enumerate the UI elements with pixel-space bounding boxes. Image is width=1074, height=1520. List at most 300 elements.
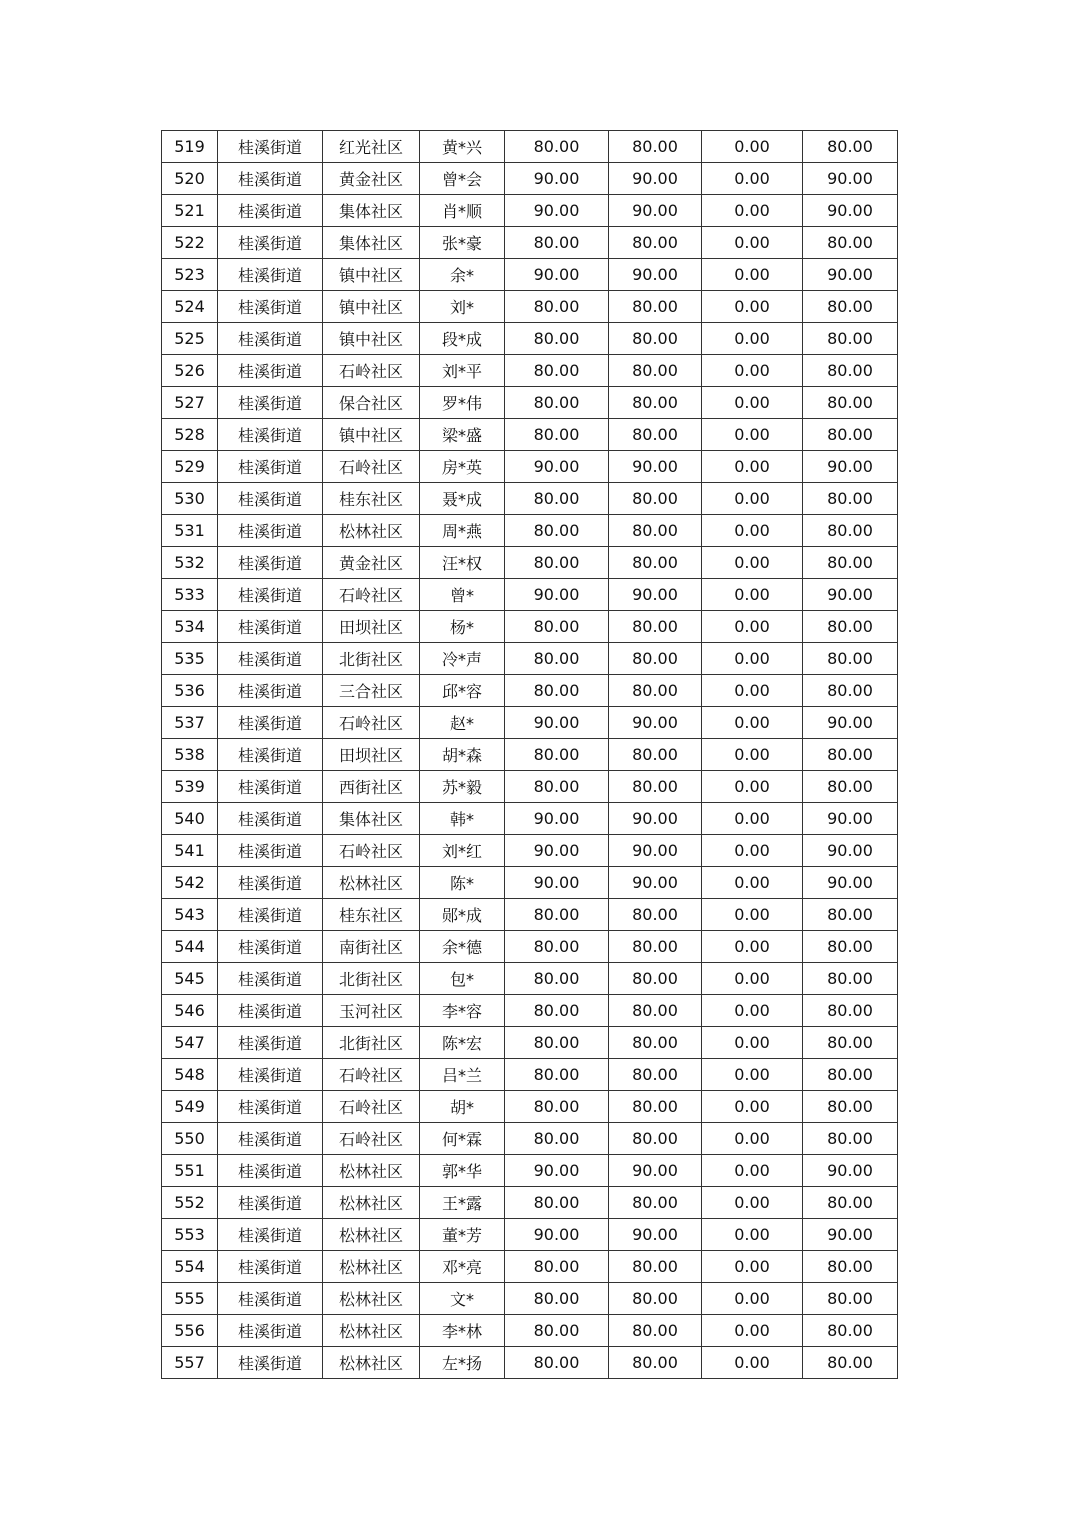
street-cell: 桂溪街道 [218, 675, 323, 707]
street-cell: 桂溪街道 [218, 355, 323, 387]
street-cell: 桂溪街道 [218, 707, 323, 739]
row-number-cell: 525 [162, 323, 218, 355]
row-number-cell: 543 [162, 899, 218, 931]
row-number-cell: 556 [162, 1315, 218, 1347]
community-cell: 松林社区 [323, 1347, 420, 1379]
amount-cell-total: 80.00 [803, 419, 898, 451]
street-cell: 桂溪街道 [218, 1251, 323, 1283]
amount-cell-2: 80.00 [609, 483, 702, 515]
street-cell: 桂溪街道 [218, 803, 323, 835]
name-cell: 韩* [420, 803, 505, 835]
name-cell: 刘*平 [420, 355, 505, 387]
amount-cell-3: 0.00 [702, 707, 803, 739]
name-cell: 曾*会 [420, 163, 505, 195]
amount-cell-2: 80.00 [609, 675, 702, 707]
row-number-cell: 528 [162, 419, 218, 451]
table-row [162, 1027, 898, 1059]
amount-cell-3: 0.00 [702, 835, 803, 867]
amount-cell-3: 0.00 [702, 163, 803, 195]
table-row [162, 579, 898, 611]
community-cell: 黄金社区 [323, 547, 420, 579]
amount-cell-1: 90.00 [505, 579, 609, 611]
table-row [162, 931, 898, 963]
community-cell: 田坝社区 [323, 611, 420, 643]
amount-cell-1: 90.00 [505, 451, 609, 483]
amount-cell-3: 0.00 [702, 419, 803, 451]
row-number-cell: 522 [162, 227, 218, 259]
street-cell: 桂溪街道 [218, 451, 323, 483]
row-number-cell: 545 [162, 963, 218, 995]
street-cell: 桂溪街道 [218, 643, 323, 675]
community-cell: 镇中社区 [323, 291, 420, 323]
amount-cell-total: 80.00 [803, 675, 898, 707]
name-cell: 文* [420, 1283, 505, 1315]
amount-cell-total: 80.00 [803, 1027, 898, 1059]
amount-cell-3: 0.00 [702, 963, 803, 995]
amount-cell-total: 90.00 [803, 1219, 898, 1251]
name-cell: 胡* [420, 1091, 505, 1123]
table-row [162, 227, 898, 259]
amount-cell-3: 0.00 [702, 643, 803, 675]
name-cell: 李*容 [420, 995, 505, 1027]
street-cell: 桂溪街道 [218, 1187, 323, 1219]
community-cell: 集体社区 [323, 227, 420, 259]
street-cell: 桂溪街道 [218, 899, 323, 931]
amount-cell-total: 80.00 [803, 1283, 898, 1315]
street-cell: 桂溪街道 [218, 867, 323, 899]
amount-cell-3: 0.00 [702, 259, 803, 291]
name-cell: 李*林 [420, 1315, 505, 1347]
community-cell: 松林社区 [323, 1283, 420, 1315]
amount-cell-total: 80.00 [803, 1091, 898, 1123]
amount-cell-2: 80.00 [609, 1347, 702, 1379]
table-row [162, 1347, 898, 1379]
community-cell: 松林社区 [323, 1315, 420, 1347]
row-number-cell: 536 [162, 675, 218, 707]
name-cell: 曾* [420, 579, 505, 611]
community-cell: 保合社区 [323, 387, 420, 419]
table-row [162, 355, 898, 387]
amount-cell-2: 80.00 [609, 771, 702, 803]
community-cell: 北街社区 [323, 643, 420, 675]
community-cell: 石岭社区 [323, 707, 420, 739]
amount-cell-total: 80.00 [803, 1187, 898, 1219]
row-number-cell: 532 [162, 547, 218, 579]
amount-cell-total: 80.00 [803, 931, 898, 963]
row-number-cell: 557 [162, 1347, 218, 1379]
street-cell: 桂溪街道 [218, 1315, 323, 1347]
amount-cell-total: 80.00 [803, 323, 898, 355]
amount-cell-3: 0.00 [702, 1283, 803, 1315]
street-cell: 桂溪街道 [218, 483, 323, 515]
amount-cell-3: 0.00 [702, 1155, 803, 1187]
name-cell: 余* [420, 259, 505, 291]
amount-cell-1: 80.00 [505, 1059, 609, 1091]
name-cell: 汪*权 [420, 547, 505, 579]
street-cell: 桂溪街道 [218, 1091, 323, 1123]
row-number-cell: 535 [162, 643, 218, 675]
amount-cell-3: 0.00 [702, 1315, 803, 1347]
amount-cell-2: 80.00 [609, 611, 702, 643]
amount-cell-2: 90.00 [609, 1219, 702, 1251]
table-row [162, 547, 898, 579]
table-row [162, 1187, 898, 1219]
amount-cell-3: 0.00 [702, 899, 803, 931]
amount-cell-3: 0.00 [702, 323, 803, 355]
amount-cell-2: 80.00 [609, 1027, 702, 1059]
amount-cell-2: 80.00 [609, 643, 702, 675]
table-row [162, 1091, 898, 1123]
amount-cell-1: 80.00 [505, 611, 609, 643]
row-number-cell: 526 [162, 355, 218, 387]
table-row [162, 419, 898, 451]
table-row [162, 483, 898, 515]
street-cell: 桂溪街道 [218, 1059, 323, 1091]
row-number-cell: 534 [162, 611, 218, 643]
amount-cell-2: 80.00 [609, 1059, 702, 1091]
row-number-cell: 555 [162, 1283, 218, 1315]
amount-cell-total: 80.00 [803, 483, 898, 515]
amount-cell-1: 90.00 [505, 195, 609, 227]
amount-cell-2: 80.00 [609, 1283, 702, 1315]
table-row [162, 739, 898, 771]
amount-cell-2: 80.00 [609, 1315, 702, 1347]
row-number-cell: 539 [162, 771, 218, 803]
amount-cell-3: 0.00 [702, 1251, 803, 1283]
street-cell: 桂溪街道 [218, 291, 323, 323]
amount-cell-3: 0.00 [702, 547, 803, 579]
row-number-cell: 529 [162, 451, 218, 483]
row-number-cell: 521 [162, 195, 218, 227]
street-cell: 桂溪街道 [218, 323, 323, 355]
street-cell: 桂溪街道 [218, 611, 323, 643]
row-number-cell: 533 [162, 579, 218, 611]
amount-cell-1: 90.00 [505, 259, 609, 291]
table-row [162, 643, 898, 675]
name-cell: 胡*森 [420, 739, 505, 771]
row-number-cell: 551 [162, 1155, 218, 1187]
amount-cell-1: 80.00 [505, 739, 609, 771]
row-number-cell: 523 [162, 259, 218, 291]
community-cell: 镇中社区 [323, 419, 420, 451]
amount-cell-total: 90.00 [803, 1155, 898, 1187]
amount-cell-total: 80.00 [803, 963, 898, 995]
amount-cell-3: 0.00 [702, 131, 803, 163]
amount-cell-2: 90.00 [609, 195, 702, 227]
amount-cell-2: 80.00 [609, 547, 702, 579]
amount-cell-total: 80.00 [803, 227, 898, 259]
street-cell: 桂溪街道 [218, 995, 323, 1027]
table-row [162, 803, 898, 835]
amount-cell-1: 90.00 [505, 867, 609, 899]
street-cell: 桂溪街道 [218, 195, 323, 227]
table-row [162, 515, 898, 547]
row-number-cell: 540 [162, 803, 218, 835]
amount-cell-total: 90.00 [803, 803, 898, 835]
row-number-cell: 546 [162, 995, 218, 1027]
amount-cell-1: 80.00 [505, 675, 609, 707]
name-cell: 冷*声 [420, 643, 505, 675]
amount-cell-total: 80.00 [803, 611, 898, 643]
community-cell: 镇中社区 [323, 259, 420, 291]
amount-cell-1: 80.00 [505, 1251, 609, 1283]
amount-cell-total: 80.00 [803, 355, 898, 387]
amount-cell-total: 80.00 [803, 1123, 898, 1155]
amount-cell-3: 0.00 [702, 1187, 803, 1219]
row-number-cell: 547 [162, 1027, 218, 1059]
name-cell: 陈* [420, 867, 505, 899]
table-row [162, 291, 898, 323]
community-cell: 红光社区 [323, 131, 420, 163]
amount-cell-2: 80.00 [609, 739, 702, 771]
amount-cell-total: 80.00 [803, 131, 898, 163]
amount-cell-2: 80.00 [609, 963, 702, 995]
amount-cell-2: 90.00 [609, 1155, 702, 1187]
amount-cell-2: 90.00 [609, 803, 702, 835]
amount-cell-3: 0.00 [702, 291, 803, 323]
name-cell: 吕*兰 [420, 1059, 505, 1091]
row-number-cell: 530 [162, 483, 218, 515]
row-number-cell: 524 [162, 291, 218, 323]
amount-cell-total: 90.00 [803, 579, 898, 611]
street-cell: 桂溪街道 [218, 931, 323, 963]
community-cell: 集体社区 [323, 803, 420, 835]
community-cell: 桂东社区 [323, 483, 420, 515]
amount-cell-3: 0.00 [702, 611, 803, 643]
street-cell: 桂溪街道 [218, 579, 323, 611]
amount-cell-1: 80.00 [505, 771, 609, 803]
table-row [162, 1219, 898, 1251]
amount-cell-2: 80.00 [609, 227, 702, 259]
amount-cell-1: 80.00 [505, 1123, 609, 1155]
community-cell: 石岭社区 [323, 1059, 420, 1091]
row-number-cell: 550 [162, 1123, 218, 1155]
amount-cell-2: 80.00 [609, 899, 702, 931]
name-cell: 梁*盛 [420, 419, 505, 451]
amount-cell-3: 0.00 [702, 771, 803, 803]
table-row [162, 163, 898, 195]
amount-cell-2: 90.00 [609, 163, 702, 195]
name-cell: 邱*容 [420, 675, 505, 707]
table-row [162, 611, 898, 643]
row-number-cell: 541 [162, 835, 218, 867]
amount-cell-total: 80.00 [803, 739, 898, 771]
name-cell: 刘*红 [420, 835, 505, 867]
street-cell: 桂溪街道 [218, 1123, 323, 1155]
table-row [162, 131, 898, 163]
amount-cell-3: 0.00 [702, 739, 803, 771]
amount-cell-2: 80.00 [609, 931, 702, 963]
amount-cell-3: 0.00 [702, 1219, 803, 1251]
name-cell: 杨* [420, 611, 505, 643]
amount-cell-1: 80.00 [505, 419, 609, 451]
amount-cell-1: 90.00 [505, 707, 609, 739]
table-row [162, 195, 898, 227]
name-cell: 罗*伟 [420, 387, 505, 419]
amount-cell-3: 0.00 [702, 515, 803, 547]
amount-cell-total: 90.00 [803, 835, 898, 867]
name-cell: 张*豪 [420, 227, 505, 259]
amount-cell-1: 80.00 [505, 483, 609, 515]
amount-cell-total: 80.00 [803, 899, 898, 931]
community-cell: 松林社区 [323, 1187, 420, 1219]
name-cell: 刘* [420, 291, 505, 323]
table-row [162, 259, 898, 291]
community-cell: 北街社区 [323, 963, 420, 995]
row-number-cell: 519 [162, 131, 218, 163]
table-row [162, 1315, 898, 1347]
amount-cell-2: 80.00 [609, 387, 702, 419]
table-row [162, 387, 898, 419]
street-cell: 桂溪街道 [218, 1283, 323, 1315]
table-row [162, 1123, 898, 1155]
amount-cell-2: 80.00 [609, 291, 702, 323]
name-cell: 聂*成 [420, 483, 505, 515]
name-cell: 王*露 [420, 1187, 505, 1219]
amount-cell-3: 0.00 [702, 1091, 803, 1123]
amount-cell-1: 90.00 [505, 1155, 609, 1187]
community-cell: 黄金社区 [323, 163, 420, 195]
amount-cell-1: 80.00 [505, 227, 609, 259]
amount-cell-3: 0.00 [702, 1123, 803, 1155]
amount-cell-total: 90.00 [803, 163, 898, 195]
name-cell: 何*霖 [420, 1123, 505, 1155]
amount-cell-total: 80.00 [803, 1315, 898, 1347]
street-cell: 桂溪街道 [218, 739, 323, 771]
community-cell: 南街社区 [323, 931, 420, 963]
amount-cell-3: 0.00 [702, 1347, 803, 1379]
community-cell: 石岭社区 [323, 451, 420, 483]
row-number-cell: 527 [162, 387, 218, 419]
amount-cell-1: 80.00 [505, 291, 609, 323]
amount-cell-1: 80.00 [505, 515, 609, 547]
amount-cell-2: 80.00 [609, 131, 702, 163]
name-cell: 赵* [420, 707, 505, 739]
row-number-cell: 554 [162, 1251, 218, 1283]
amount-cell-1: 80.00 [505, 931, 609, 963]
community-cell: 松林社区 [323, 515, 420, 547]
name-cell: 肖*顺 [420, 195, 505, 227]
street-cell: 桂溪街道 [218, 1027, 323, 1059]
amount-cell-1: 80.00 [505, 1315, 609, 1347]
row-number-cell: 544 [162, 931, 218, 963]
row-number-cell: 520 [162, 163, 218, 195]
table-row [162, 707, 898, 739]
amount-cell-1: 90.00 [505, 835, 609, 867]
amount-cell-2: 80.00 [609, 1123, 702, 1155]
amount-cell-1: 90.00 [505, 163, 609, 195]
table-row [162, 1283, 898, 1315]
name-cell: 邓*亮 [420, 1251, 505, 1283]
community-cell: 石岭社区 [323, 579, 420, 611]
amount-cell-1: 80.00 [505, 355, 609, 387]
amount-cell-1: 80.00 [505, 1283, 609, 1315]
amount-cell-1: 90.00 [505, 1219, 609, 1251]
name-cell: 包* [420, 963, 505, 995]
community-cell: 松林社区 [323, 1219, 420, 1251]
name-cell: 房*英 [420, 451, 505, 483]
amount-cell-3: 0.00 [702, 867, 803, 899]
street-cell: 桂溪街道 [218, 227, 323, 259]
amount-cell-total: 90.00 [803, 867, 898, 899]
data-table [161, 130, 898, 1379]
table-row [162, 1059, 898, 1091]
amount-cell-2: 80.00 [609, 1187, 702, 1219]
amount-cell-3: 0.00 [702, 451, 803, 483]
amount-cell-2: 80.00 [609, 1251, 702, 1283]
street-cell: 桂溪街道 [218, 771, 323, 803]
street-cell: 桂溪街道 [218, 835, 323, 867]
amount-cell-total: 90.00 [803, 707, 898, 739]
amount-cell-total: 80.00 [803, 643, 898, 675]
amount-cell-2: 80.00 [609, 419, 702, 451]
amount-cell-3: 0.00 [702, 355, 803, 387]
street-cell: 桂溪街道 [218, 963, 323, 995]
amount-cell-3: 0.00 [702, 995, 803, 1027]
community-cell: 石岭社区 [323, 1123, 420, 1155]
row-number-cell: 548 [162, 1059, 218, 1091]
name-cell: 苏*毅 [420, 771, 505, 803]
community-cell: 田坝社区 [323, 739, 420, 771]
table-row [162, 1155, 898, 1187]
street-cell: 桂溪街道 [218, 515, 323, 547]
amount-cell-total: 80.00 [803, 995, 898, 1027]
community-cell: 松林社区 [323, 1251, 420, 1283]
row-number-cell: 542 [162, 867, 218, 899]
community-cell: 石岭社区 [323, 835, 420, 867]
amount-cell-3: 0.00 [702, 1027, 803, 1059]
amount-cell-3: 0.00 [702, 931, 803, 963]
amount-cell-total: 90.00 [803, 451, 898, 483]
amount-cell-total: 90.00 [803, 195, 898, 227]
street-cell: 桂溪街道 [218, 1155, 323, 1187]
amount-cell-1: 80.00 [505, 1347, 609, 1379]
row-number-cell: 552 [162, 1187, 218, 1219]
amount-cell-2: 80.00 [609, 1091, 702, 1123]
amount-cell-2: 90.00 [609, 835, 702, 867]
amount-cell-1: 80.00 [505, 963, 609, 995]
amount-cell-3: 0.00 [702, 579, 803, 611]
table-body [162, 131, 898, 1379]
amount-cell-1: 80.00 [505, 387, 609, 419]
amount-cell-3: 0.00 [702, 1059, 803, 1091]
amount-cell-total: 80.00 [803, 547, 898, 579]
amount-cell-1: 80.00 [505, 1187, 609, 1219]
community-cell: 集体社区 [323, 195, 420, 227]
street-cell: 桂溪街道 [218, 419, 323, 451]
amount-cell-3: 0.00 [702, 483, 803, 515]
table-row [162, 451, 898, 483]
name-cell: 周*燕 [420, 515, 505, 547]
amount-cell-1: 80.00 [505, 995, 609, 1027]
amount-cell-2: 80.00 [609, 355, 702, 387]
amount-cell-1: 80.00 [505, 323, 609, 355]
community-cell: 桂东社区 [323, 899, 420, 931]
amount-cell-1: 90.00 [505, 803, 609, 835]
amount-cell-total: 80.00 [803, 291, 898, 323]
amount-cell-1: 80.00 [505, 131, 609, 163]
amount-cell-2: 90.00 [609, 579, 702, 611]
table-row [162, 867, 898, 899]
name-cell: 左*扬 [420, 1347, 505, 1379]
amount-cell-2: 80.00 [609, 995, 702, 1027]
amount-cell-3: 0.00 [702, 227, 803, 259]
community-cell: 三合社区 [323, 675, 420, 707]
name-cell: 余*德 [420, 931, 505, 963]
row-number-cell: 537 [162, 707, 218, 739]
table-row [162, 771, 898, 803]
community-cell: 玉河社区 [323, 995, 420, 1027]
